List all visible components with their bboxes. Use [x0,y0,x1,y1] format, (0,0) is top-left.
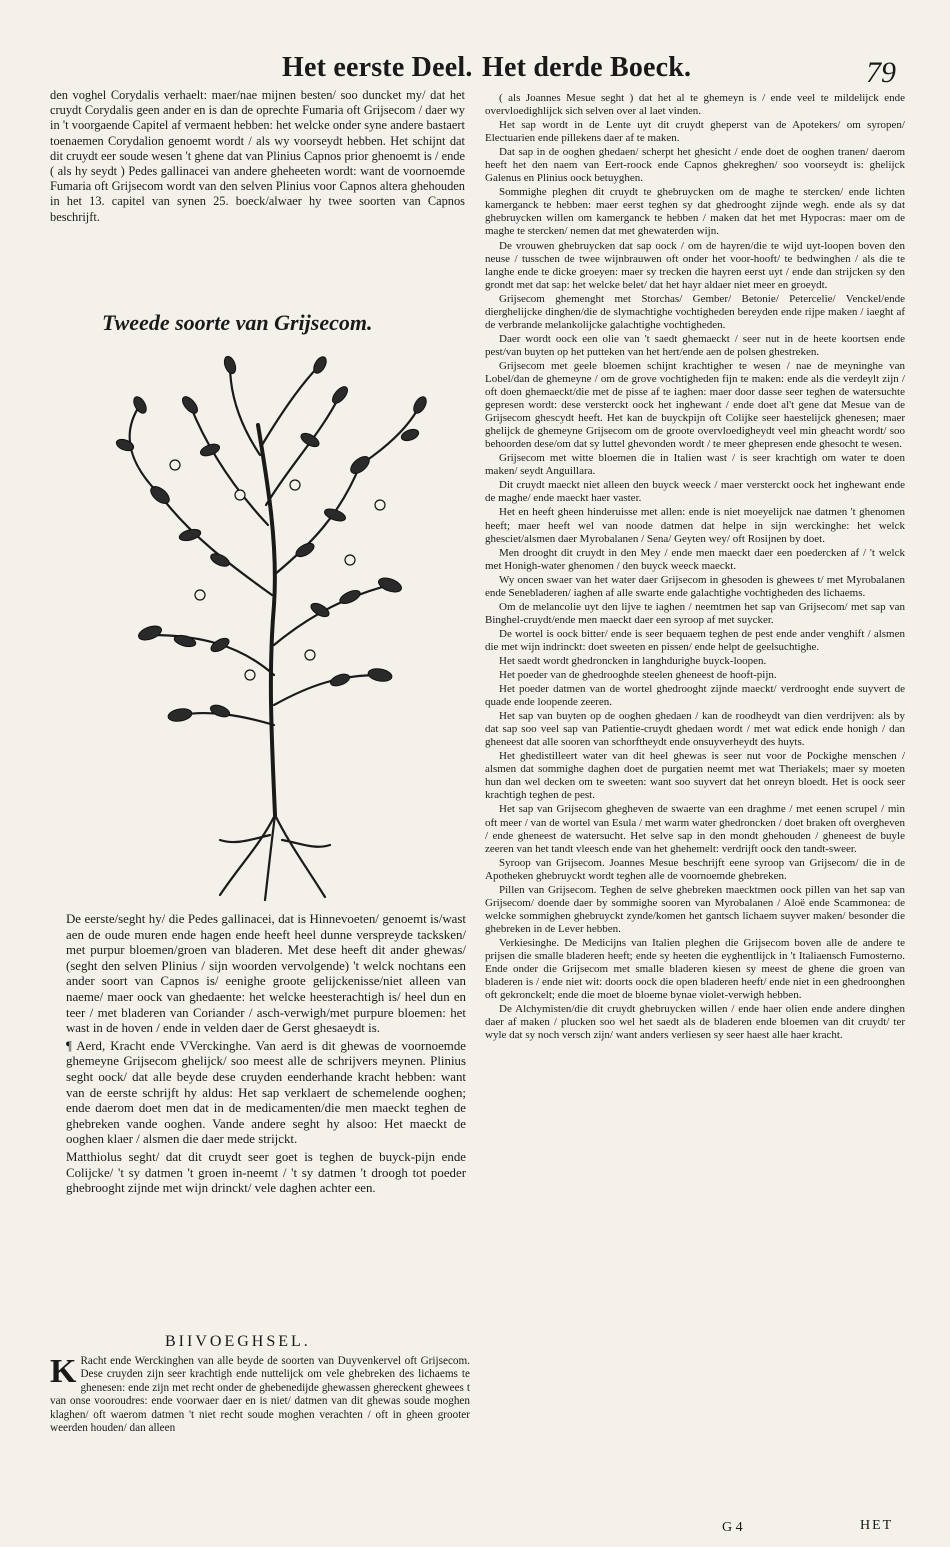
supplement-title: BIIVOEGHSEL. [165,1333,311,1350]
supplement-body: Racht ende Werckinghen van alle beyde de soorten van Duyvenkervel oft Grijsecom. Dese cruyden zijn seer krachtigh ende nuttelijck om vele ghebreken des lichaems te ghenesen: ende zijn met recht onder de ghebenedijde ghewassen ghereckent ghewees t van onse vooroudres: ende voorwaer daer en is niet/ datmen van dit ghewas soude moghen klaghen/ oft waerom datmen 't niet recht soude moghen verachten / oft in gheen grooter weerden houden/ dan alleen [50,1355,470,1435]
right-paragraph: Dat sap in de ooghen ghedaen/ scherpt het ghesicht / ende doet de ooghen tranen/ daerom heeft het den naem van Eert-roock ende Capnos ghekreghen/ soo voorseydt is: ghelijck Galenus en Plinius oock betuyghen. [485,146,905,185]
supplement-dropcap: K [50,1353,77,1390]
catchword: HET [860,1518,894,1533]
left-paragraph-4: Matthiolus seght/ dat dit cruydt seer goet is teghen de buyck-pijn ende Colijcke/ 't sy datmen 't groen in-neemt / 't sy datmen 't droogh tot poeder ghebrooght zijnde met wijn drinckt/ vele daghen achter een. [66,1149,466,1196]
right-paragraph: Pillen van Grijsecom. Teghen de selve ghebreken maecktmen oock pillen van het sap van Grijsecom/ doende daer by sommighe sooren van Myrobalanen / Aloë ende Scammonea: de welcke sommighen ghebruyckt zynde/komen het gantsch lichaem suyver maken/ besonder die ghebreken in de Lever hebben. [485,883,905,935]
right-paragraph: Het sap van buyten op de ooghen ghedaen / kan de roodheydt van dien verdrijven: als by dat sap soo veel sap van Patientie-cruydt ghedaen wordt / met wat edick ende honigh / dan gheneest dat alle sooren van schorftheydt ende onsuyverheydt des huyts. [485,710,905,749]
running-header-left: Het eerste Deel. [282,52,473,83]
left-column-bottom [66,912,466,1199]
right-paragraph: Het poeder van de ghedrooghde steelen gheneest de hooft-pijn. [499,669,777,682]
right-paragraph: Het saedt wordt ghedroncken in langhdurighe buyck-loopen. [499,654,767,667]
left-paragraph-3: ¶ Aerd, Kracht ende VVerckinghe. Van aerd is dit ghewas de voornoemde ghemeyne Grijsecom ghelijck/ soo meest alle de schrijvers meynen. Plinius seght oock/ dat alle beyde dese cruyden eenderhande kracht hebben: want van de eerste schrijft hy aldus: Het sap verklaert de schemelende ooghen; ende daerom doet men dat in de medicamenten/die men maeckt teghen de ghebreken vande ooghen. Vande andere seght hy alsoo: Het maeckt de ooghen klaer / alsmen die daer mede strijckt. [66,1038,466,1147]
right-paragraph: Sommighe pleghen dit cruydt te ghebruycken om de maghe te stercken/ ende lichten kamerganck te hebben: maer eerst teghen sy dat ghedrooght zijnde wegh. ende als sy dat ghebruycken willen om kamerganck te hebben / maken dat het met Hypocras: maer om de maghe te stercken/ nemen dat met ghewaterden wijn. [485,186,905,238]
left-paragraph-2: De eerste/seght hy/ die Pedes gallinacei, dat is Hinnevoeten/ genoemt is/wast aen de oude muren ende hagen ende heeft heel dunne verspreyde tacksken/ met purpur bloemen/groen van bladeren. Met dese heeft dit ander ghewas/ (seght den selven Plinius / sijn woorden vervolgende) 't welck nochtans een ander soort van Capnos is/ eenighe groote gelijckenisse/niet alleen van naeme/ maer oock van ghedaente: het welcke heesterachtigh is/ heel dun en teer / met bladeren van Coriander / asch-verwigh/met purpure bloemen: het wast in de hoven / ende in velden daer de Gerst ghesaeydt is. [66,912,466,1036]
signature-mark: G 4 [722,1520,743,1535]
right-paragraph: Het poeder datmen van de wortel ghedrooght zijnde maeckt/ verdrooght ende suyvert de quade ende loopende zeeren. [485,683,905,709]
right-paragraph: Verkiesinghe. De Medicijns van Italien pleghen die Grijsecom boven alle de andere te prijsen die smalle bladeren heeft; ende sy heeten die eyghentlijck in 't Italiaensch Fumosterno. Ende onder die Grijsecom met smalle bladeren kiesen sy meest de ghene die groen van bladeren is / ende niet wit: doorts oock die open bladeren heeft/ ende niet in een ghedroonghen oft gekronckelt; ende die moet de bloeme bynae violet-verwigh hebben. [485,936,905,1002]
right-paragraph: Syroop van Grijsecom. Joannes Mesue beschrijft eene syroop van Grijsecom/ die in de Apotheken ghebruyckt wordt teghen alle de voornoemde ghebreken. [485,856,905,882]
right-paragraph: Dit cruydt maeckt niet alleen den buyck weeck / maer versterckt oock het inghewant ende de maghe/ ende maeckt haer vaster. [485,479,905,505]
figure-title: Tweede soorte van Grijsecom. [102,310,373,335]
right-paragraph: De wortel is oock bitter/ ende is seer bequaem teghen de pest ende ander venghift / alsmen die met wijn indrinckt: doet sweeten en pissen/ ende helpt de geelsuchtighe. [485,627,905,653]
right-paragraph: Het en heeft gheen hinderuisse met allen: ende is niet moeyelijck nae datmen 't ghenomen heeft; maer heeft wel van noode datmen dat helpe in sijn werckinghe: het welck ghesciet/alsmen daer Myrobalanen / Sena/ Geyten wey/ oft Rosijnen by doet. [485,506,905,545]
right-paragraph: Wy oncen swaer van het water daer Grijsecom in ghesoden is ghewees t/ met Myrobalanen ende Senebladeren/ iaghen af alle swarte ende galachtighe vochtigheden des lichaems. [485,573,905,599]
right-paragraph: Het ghedistilleert water van dit heel ghewas is seer nut voor de Pockighe menschen / alsmen dat sommighe daghen doet de purgatien neemt met wat Theriakels; maer sy moeten hun dan wel decken om te sweeten: want soo suyvert dat het onreyn bloedt. Het is oock seer krachtigh teghen de pest. [485,750,905,802]
right-paragraph: Grijsecom met geele bloemen schijnt krachtigher te wesen / nae de meyninghe van Lobel/dan de ghemeyne / om de grove vochtigheden fijn te maken: ende als die verdeylt zijn / oft doen ghemaeckt/die met de pisse af te iaghen: maer door dasse seer teghen de watersuchte gepresen wordt: dese versterckt oock het inghewant / ende doet al't gene dat Mesue van de Grijsecom ghescydt heeft. Het kan de buyckpijn oft Colijke seer haestelijck ghenesen; maer ghelijck de ghemeyne Grijsecom om de groote overvloedigheydt veel min gheacht wordt/ soo behoorden dese/om dat sy luttel ghevonden wordt / te meer ghepresen ende ghesocht te wesen. [485,359,905,451]
right-paragraph: De vrouwen ghebruycken dat sap oock / om de hayren/die te wijd uyt-loopen boven den neuse / tusschen de twee wijnbrauwen oft onder het voor-hooft/ te bedwinghen / als die te langhe ende te dicke groeyen: maer sy trecken die hayren eerst uyt / ende dan strijcken sy den grondt met dat sap: het welcke belet/ dat het hayr aldaer niet meer en groeydt. [485,239,905,291]
left-column-top [50,88,465,226]
right-paragraph: Om de melancolie uyt den lijve te iaghen / neemtmen het sap van Grijsecom/ met sap van Binghel-cruydt/ende men maeckt daer een syroop af met suycker. [485,600,905,626]
left-paragraph-1: den voghel Corydalis verhaelt: maer/nae mijnen besten/ soo duncket my/ dat het cruydt Corydalis geen ander en is dan de oprechte Fumaria oft Grijsecom / daer wy in 't voorgaende Capitel af vermaent hebben: het welcke onder syne andere bastaert toenaemen Corydalion genoemt wordt / als wy voorseydt hebben. Het schijnt dat dit cruydt eer soude wesen 't ghene dat van Plinius Capnos prior ghenoemt is / ende ( als hy seydt ) Pedes gallinacei van andere gheheeten wordt: want de voornoemde Fumaria oft Grijsecom wordt van den selven Plinius voor Capnos altera ghehouden in het 13. capitel van synen 25. boeck/alwaer hy twee soorten van Capnos beschrijft. [50,88,465,224]
right-paragraph: Grijsecom met witte bloemen die in Italien wast / is seer krachtigh om water te doen maken/ seydt Anguillara. [485,452,905,478]
right-paragraph: Daer wordt oock een olie van 't saedt ghemaeckt / seer nut in de heete koortsen ende pest/van buyten op het putteken van het hert/ende aen de polsen ghestreken. [485,332,905,358]
right-column [485,92,905,1043]
right-paragraph: ( als Joannes Mesue seght ) dat het al te ghemeyn is / ende veel te mildelijck ende overvloedighlijck sich selven over al laet vinden. [485,92,905,118]
running-header-right: Het derde Boeck. [482,52,692,83]
right-paragraph: Het sap wordt in de Lente uyt dit cruydt gheperst van de Apotekers/ om syropen/ Electuarien ende pillekens daer af te maken. [485,119,905,145]
right-paragraph: De Alchymisten/die dit cruydt ghebruycken willen / ende haer olien ende andere dinghen daer af maken / plucken soo wel het saedt als de bladeren ende bloemen van dit cruydt/ ter wyle dat sy noch versch zijn/ want anders verliesen sy seer haest alle haer kracht. [485,1003,905,1042]
plant-woodcut-illustration [90,345,470,905]
right-paragraph: Het sap van Grijsecom ghegheven de swaerte van een draghme / met eenen scrupel / min oft meer / van de wortel van Esula / met warm water ghedroncken / doet braken oft overgheven / ende gheneest de watersucht. Het selve sap in den mondt ghehouden / gheneest de buyle zeeren van het tandt vleesch ende van het ghehemelt: verdrijft oock den tandt-sweer. [485,803,905,855]
supplement-text [50,1355,470,1435]
right-paragraph: Men drooght dit cruydt in den Mey / ende men maeckt daer een poedercken af / 't welck met Honigh-water ghenomen / den buyck weeck maeckt. [485,546,905,572]
right-paragraph: Grijsecom ghemenght met Storchas/ Gember/ Betonie/ Petercelie/ Venckel/ende dierghelijcke dinghen/die de slymachtighe vochtigheden bereyden ende rijpe maken / iaeght af de verbrande melankolijcke galachtighe vochtigheden. [485,292,905,331]
page-number: 79 [866,56,896,89]
